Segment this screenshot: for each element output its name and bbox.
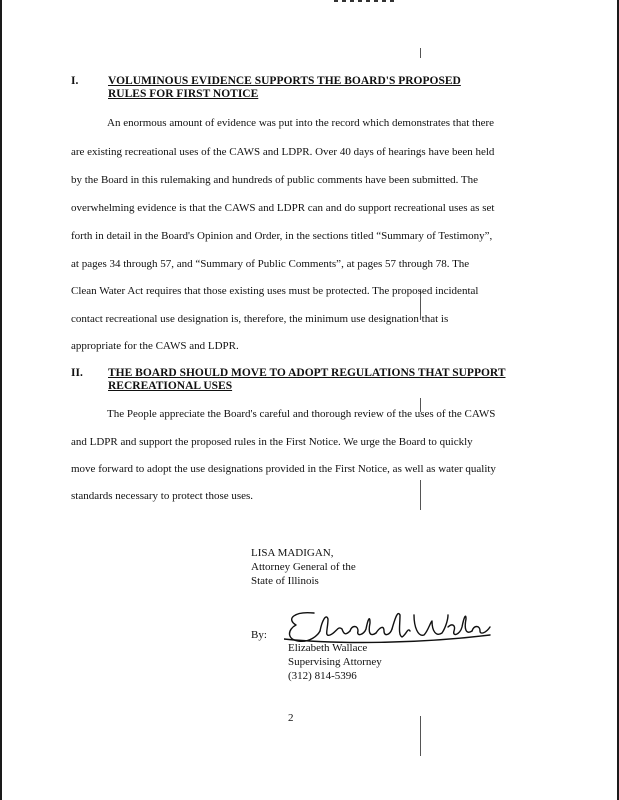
paragraph-line: appropriate for the CAWS and LDPR. xyxy=(71,340,239,352)
scan-artifact xyxy=(420,480,421,510)
paragraph-line: at pages 34 through 57, and “Summary of Public Comments”, at pages 57 through 78. The xyxy=(71,258,470,270)
signer-phone: (312) 814-5396 xyxy=(288,670,357,682)
scan-artifact xyxy=(420,716,421,756)
signer-title: Supervising Attorney xyxy=(288,656,382,668)
section-number: I. xyxy=(71,75,79,87)
attorney-general-title: Attorney General of the xyxy=(251,561,356,573)
attorney-general-name: LISA MADIGAN, xyxy=(251,547,334,559)
paragraph-line: are existing recreational uses of the CAWS and LDPR. Over 40 days of hearings have been held xyxy=(71,146,495,158)
paragraph-line: standards necessary to protect those uses. xyxy=(71,490,254,502)
paragraph-line: Clean Water Act requires that those existing uses must be protected. The proposed incidental xyxy=(71,285,479,297)
section-number: II. xyxy=(71,367,83,379)
section-title-line: THE BOARD SHOULD MOVE TO ADOPT REGULATIONS THAT SUPPORT xyxy=(108,367,506,379)
paragraph-line: forth in detail in the Board's Opinion and Order, in the sections titled “Summary of Testimony”, xyxy=(71,230,493,242)
section-title-line: RULES FOR FIRST NOTICE xyxy=(108,88,259,100)
paragraph-line: contact recreational use designation is, therefore, the minimum use designation that is xyxy=(71,313,449,325)
scan-artifact xyxy=(420,48,421,58)
paragraph-line: move forward to adopt the use designations provided in the First Notice, as well as water quality xyxy=(71,463,496,475)
paragraph-line: and LDPR and support the proposed rules in the First Notice. We urge the Board to quickly xyxy=(71,436,473,448)
section-title-line: RECREATIONAL USES xyxy=(108,380,233,392)
scan-artifact xyxy=(334,0,394,2)
section-1-heading xyxy=(71,75,571,105)
paragraph-line: The People appreciate the Board's careful and thorough review of the uses of the CAWS xyxy=(107,408,496,420)
section-title-line: VOLUMINOUS EVIDENCE SUPPORTS THE BOARD'S PROPOSED xyxy=(108,75,461,87)
state-name: State of Illinois xyxy=(251,575,319,587)
by-label: By: xyxy=(251,629,267,641)
paragraph-line: overwhelming evidence is that the CAWS and LDPR can and do support recreational uses as set xyxy=(71,202,495,214)
page-number: 2 xyxy=(288,712,294,724)
signature-block xyxy=(251,546,356,588)
paragraph-line: by the Board in this rulemaking and hundreds of public comments have been submitted. The xyxy=(71,174,479,186)
section-2-heading xyxy=(71,367,571,397)
paragraph-line: An enormous amount of evidence was put into the record which demonstrates that there xyxy=(107,117,495,129)
signer-name: Elizabeth Wallace xyxy=(288,642,368,654)
signer-block xyxy=(288,641,382,683)
